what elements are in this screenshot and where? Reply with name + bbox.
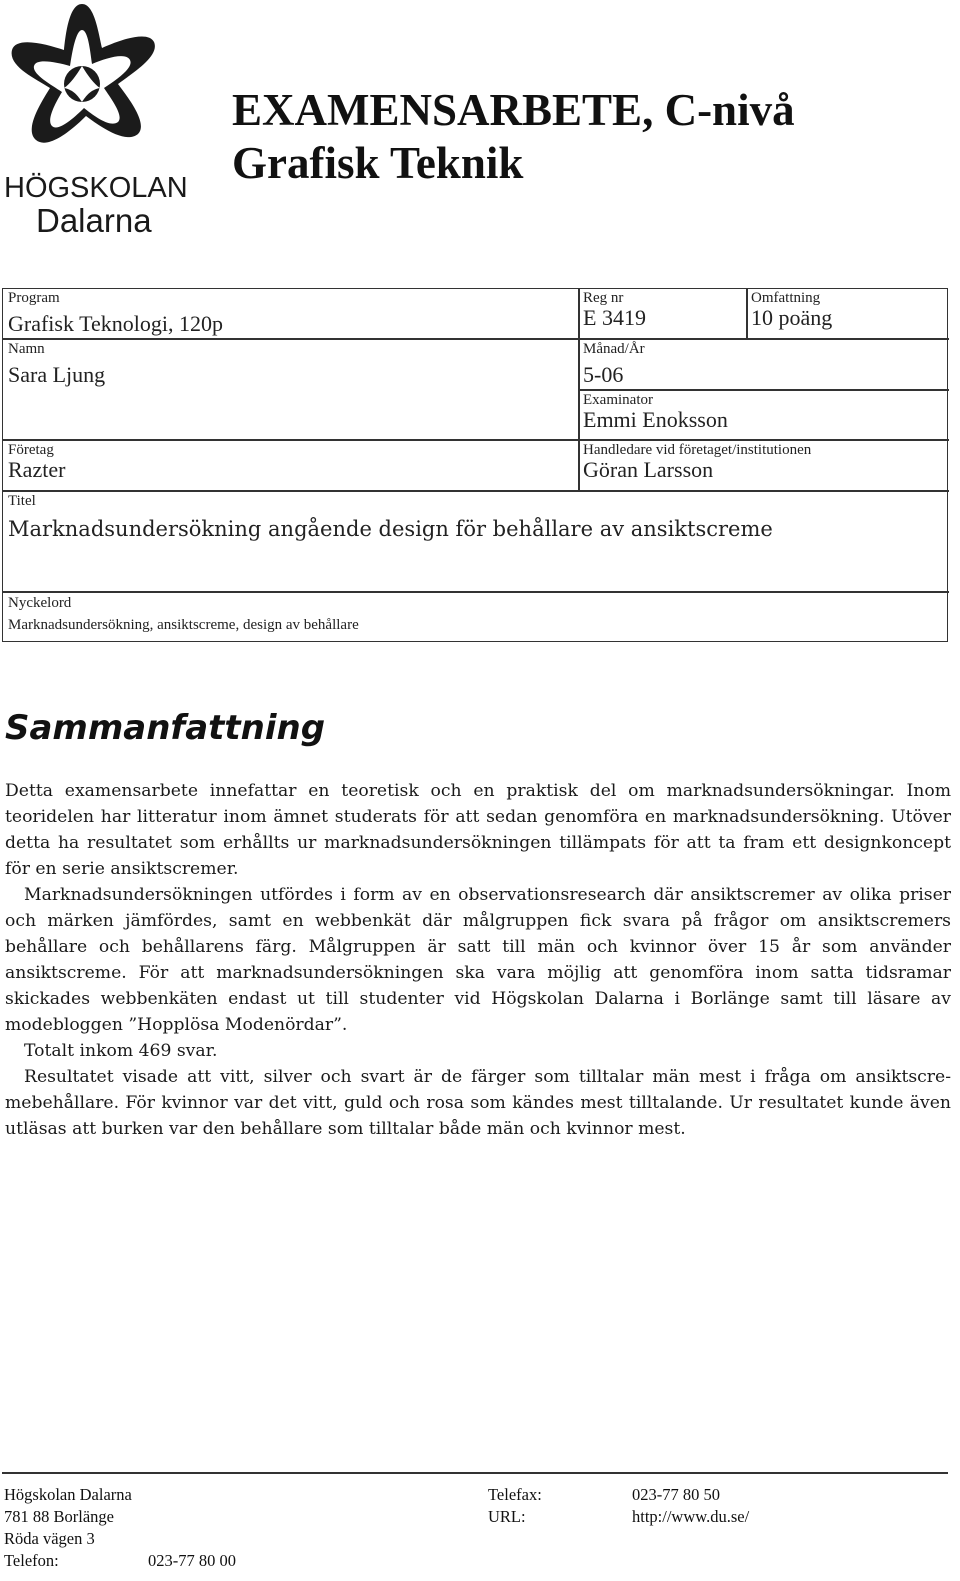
- summary-body: [5, 778, 951, 1142]
- summary-paragraph: Totalt inkom 469 svar.: [24, 1041, 218, 1061]
- footer-street: Röda vägen 3: [4, 1529, 95, 1548]
- program-value: Grafisk Teknologi, 120p: [8, 311, 223, 336]
- footer-postal: 781 88 Borlänge: [4, 1507, 114, 1526]
- examinator-value: Emmi Enoksson: [583, 407, 728, 432]
- form-divider: [3, 591, 949, 593]
- star-emblem-icon: [2, 0, 162, 172]
- logo-wordmark-line2: Dalarna: [36, 202, 152, 239]
- title-line-2: Grafisk Teknik: [232, 138, 524, 188]
- footer-url-label: URL:: [488, 1507, 526, 1526]
- namn-label: Namn: [8, 341, 45, 357]
- reg-nr-value: E 3419: [583, 305, 646, 330]
- summary-paragraph: Detta examensarbete innefattar en teoretisk och en praktisk del om marknadsundersökningar. Inom teoridelen har litteratur inom ämnet studerats för att sedan genomföra en marknadsundersökning. Utöver detta ha resultatet som erhållts ur marknadsundersökningen tillämpats för att ta fram ett designkoncept för en serie ansiktscremer.: [5, 781, 951, 879]
- program-label: Program: [8, 290, 60, 306]
- handledare-value: Göran Larsson: [583, 457, 714, 482]
- manad-ar-label: Månad/År: [583, 341, 645, 357]
- footer-url-link[interactable]: http://www.du.se/: [632, 1507, 750, 1526]
- examinator-label: Examinator: [583, 392, 653, 408]
- manad-ar-value: 5-06: [583, 362, 624, 387]
- summary-paragraph: Marknadsundersökningen utfördes i form av en observationsresearch där ansiktscremer av olika priser och märken jämfördes, samt en webbenkät där målgruppen fick svara på frågor om ansiktscremers behållare och behållarens färg. Målgruppen är satt till män och kvinnor över 15 år som använder ansiktscreme. För att marknadsundersökningen ska vara möjlig att genomföra inom satta tidsramar skickades webbenkäten endast ut till studenter vid Högskolan Dalarna i Borlänge samt till läsare av modebloggen ”Hopplösa Modenördar”.: [5, 885, 951, 1035]
- summary-paragraph: Resultatet visade att vitt, silver och svart är de färger som tilltalar män mest i fråga om ansiktscremebehållare. För kvinnor var det vitt, guld och rosa som kändes mest tilltalande. Ur resultatet kunde även utläsas att burken var den behållare som tilltalar både män och kvinnor mest.: [5, 1067, 951, 1139]
- footer-fax-value: 023-77 80 50: [632, 1485, 720, 1504]
- reg-nr-label: Reg nr: [583, 290, 624, 306]
- document-title: [232, 84, 795, 190]
- footer-phone-value: 023-77 80 00: [148, 1551, 236, 1570]
- handledare-label: Handledare vid företaget/institutionen: [583, 442, 812, 458]
- titel-value: Marknadsundersökning angående design för behållare av ansiktscreme: [8, 517, 773, 541]
- nyckelord-value: Marknadsundersökning, ansiktscreme, design av behållare: [8, 617, 359, 633]
- foretag-value: Razter: [8, 457, 66, 482]
- form-divider: [578, 389, 949, 391]
- logo-wordmark-line1: HÖGSKOLAN: [4, 172, 188, 204]
- form-divider: [3, 338, 578, 340]
- form-divider: [578, 338, 949, 340]
- title-line-1: EXAMENSARBETE, C-nivå: [232, 85, 795, 135]
- namn-value: Sara Ljung: [8, 362, 106, 387]
- form-divider: [3, 490, 949, 492]
- footer-org: Högskolan Dalarna: [4, 1485, 132, 1504]
- omfattning-value: 10 poäng: [751, 305, 833, 330]
- summary-heading: Sammanfattning: [5, 708, 326, 748]
- nyckelord-label: Nyckelord: [8, 595, 72, 611]
- thesis-info-form: [2, 288, 948, 642]
- foretag-label: Företag: [8, 442, 54, 458]
- titel-label: Titel: [8, 493, 36, 509]
- footer-phone-label: Telefon:: [4, 1551, 59, 1570]
- university-logo: [0, 0, 200, 240]
- footer-fax-label: Telefax:: [488, 1485, 542, 1504]
- omfattning-label: Omfattning: [751, 290, 821, 306]
- footer-divider: [2, 1472, 948, 1474]
- form-divider: [3, 439, 949, 441]
- form-divider: [746, 289, 748, 338]
